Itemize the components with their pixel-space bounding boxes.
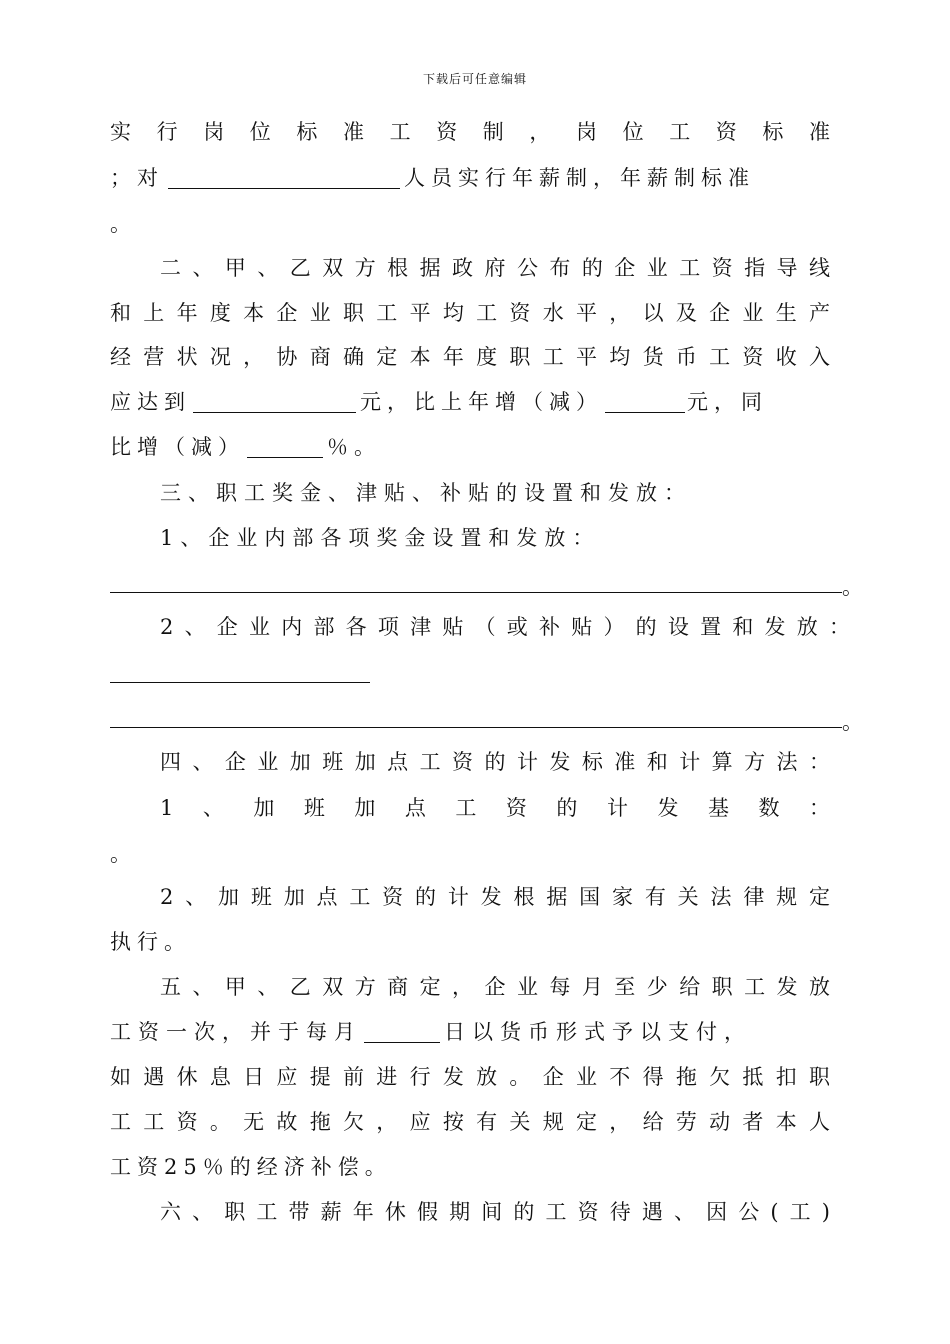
paragraph-line: 实行岗位标准工资制，岗位工资标准 [110, 120, 830, 144]
line-text: 比增（减） [110, 435, 245, 459]
fill-in-rule[interactable] [110, 727, 842, 728]
paragraph-line: 1、企业内部各项奖金设置和发放： [160, 526, 601, 550]
paragraph-line [110, 163, 830, 193]
line-text: 应达到 [110, 390, 191, 414]
paragraph-line [110, 1017, 830, 1047]
paragraph-line: 六、职工带薪年休假期间的工资待遇、因公(工) [160, 1200, 830, 1224]
line-text: 工资一次，并于每月 [110, 1020, 362, 1044]
fill-in-blank[interactable] [364, 1020, 440, 1043]
paragraph-line: 如遇休息日应提前进行发放。企业不得拖欠抵扣职 [110, 1065, 830, 1089]
paragraph-line: 经营状况，协商确定本年度职工平均货币工资收入 [110, 345, 830, 369]
paragraph-line: 五、甲、乙双方商定，企业每月至少给职工发放 [160, 975, 830, 999]
line-text: 日以货币形式予以支付， [444, 1020, 752, 1044]
fill-in-blank[interactable] [168, 166, 400, 189]
paragraph-line: 二、甲、乙双方根据政府公布的企业工资指导线 [160, 256, 830, 280]
paragraph-line [110, 432, 830, 462]
fill-in-blank[interactable] [605, 390, 685, 413]
fill-in-blank[interactable] [247, 435, 323, 458]
fill-in-blank[interactable] [193, 390, 356, 413]
paragraph-line: 执行。 [110, 930, 191, 954]
paragraph-line: 。 [110, 842, 131, 866]
paragraph-line: 四、企业加班加点工资的计发标准和计算方法： [160, 750, 830, 774]
line-end-period: 。 [842, 710, 863, 734]
line-text: ％。 [327, 435, 381, 459]
paragraph-line: 工工资。无故拖欠，应按有关规定，给劳动者本人 [110, 1110, 830, 1134]
line-text: ；对 [110, 166, 164, 190]
fill-in-rule[interactable] [110, 682, 370, 683]
paragraph-line: 1、加班加点工资的计发基数： [160, 796, 830, 820]
line-text: 元，同 [687, 390, 768, 414]
paragraph-line: 工资25％的经济补偿。 [110, 1155, 392, 1179]
line-text: 人员实行年薪制，年薪制标准 [404, 166, 755, 190]
page-header: 下载后可任意编辑 [422, 72, 527, 86]
fill-in-rule[interactable] [110, 592, 842, 593]
paragraph-line: 2、加班加点工资的计发根据国家有关法律规定 [160, 885, 830, 909]
line-end-period: 。 [842, 575, 863, 599]
paragraph-line: 2、企业内部各项津贴（或补贴）的设置和发放： [160, 615, 850, 639]
paragraph-line [110, 387, 830, 417]
paragraph-line: 。 [110, 212, 131, 236]
paragraph-line: 三、职工奖金、津贴、补贴的设置和发放： [160, 481, 692, 505]
line-text: 元，比上年增（减） [360, 390, 603, 414]
paragraph-line: 和上年度本企业职工平均工资水平，以及企业生产 [110, 301, 830, 325]
